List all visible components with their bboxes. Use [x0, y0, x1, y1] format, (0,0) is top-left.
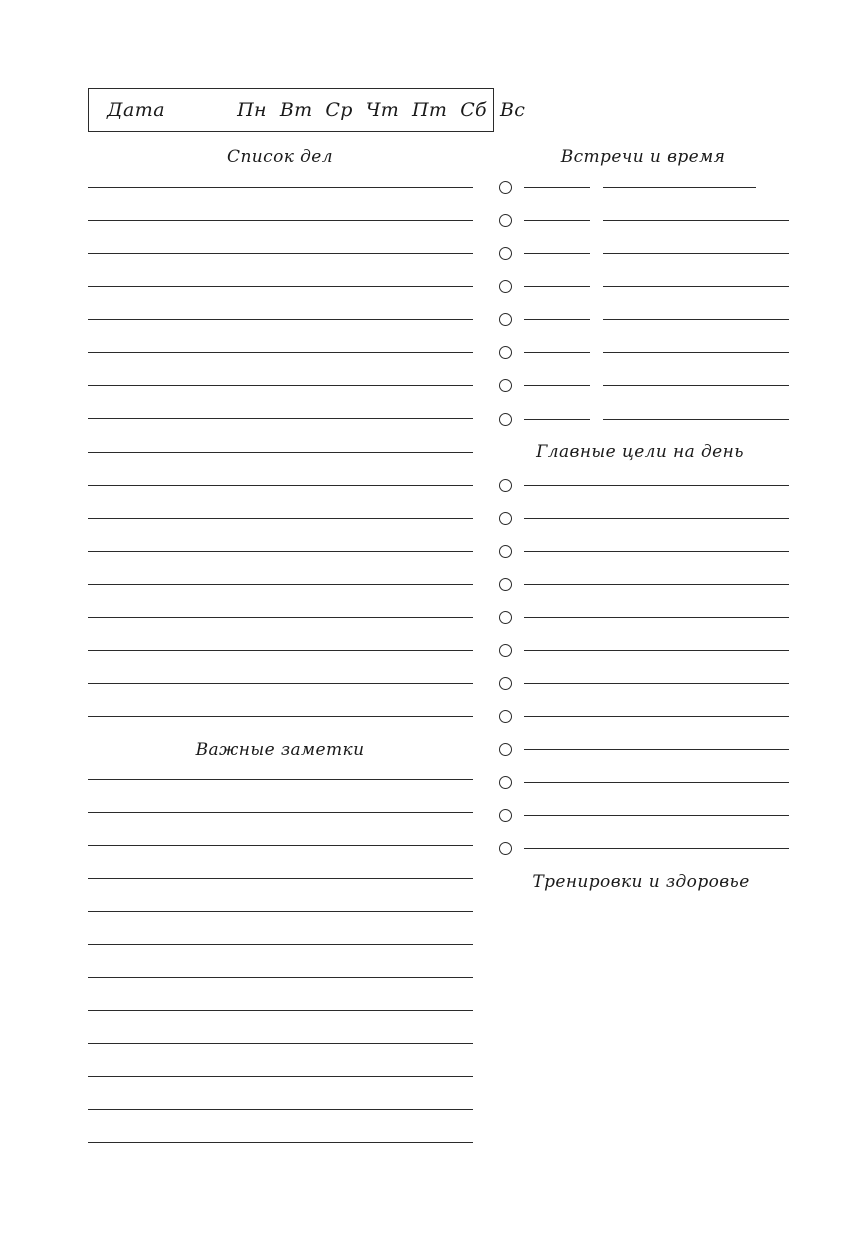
notes-line-9[interactable]: [88, 1043, 473, 1044]
meeting-text-line-5[interactable]: [603, 319, 789, 320]
goal-bullet-5[interactable]: [499, 611, 512, 624]
todo-line-13[interactable]: [88, 584, 473, 585]
todo-line-1[interactable]: [88, 187, 473, 188]
notes-line-11[interactable]: [88, 1109, 473, 1110]
notes-line-10[interactable]: [88, 1076, 473, 1077]
weekday-sat[interactable]: Сб: [460, 99, 487, 121]
meeting-text-line-8[interactable]: [603, 419, 789, 420]
goals-section-title: Главные цели на день: [536, 442, 744, 462]
goal-line-3[interactable]: [524, 551, 789, 552]
meeting-bullet-2[interactable]: [499, 214, 512, 227]
todo-line-8[interactable]: [88, 418, 473, 419]
meeting-time-line-8[interactable]: [524, 419, 590, 420]
meeting-time-line-6[interactable]: [524, 352, 590, 353]
todo-section-title: Список дел: [227, 147, 333, 167]
meeting-text-line-1[interactable]: [603, 187, 756, 188]
goal-bullet-7[interactable]: [499, 677, 512, 690]
meeting-bullet-7[interactable]: [499, 379, 512, 392]
notes-section-title: Важные заметки: [195, 740, 365, 760]
meeting-text-line-7[interactable]: [603, 385, 789, 386]
notes-line-8[interactable]: [88, 1010, 473, 1011]
todo-line-12[interactable]: [88, 551, 473, 552]
meeting-bullet-6[interactable]: [499, 346, 512, 359]
goal-line-8[interactable]: [524, 716, 789, 717]
date-header-box[interactable]: [88, 88, 526, 132]
notes-line-4[interactable]: [88, 878, 473, 879]
goal-line-12[interactable]: [524, 848, 789, 849]
goal-bullet-3[interactable]: [499, 545, 512, 558]
meeting-text-line-4[interactable]: [603, 286, 789, 287]
weekday-row: [237, 99, 525, 121]
todo-line-7[interactable]: [88, 385, 473, 386]
goal-line-4[interactable]: [524, 584, 789, 585]
notes-line-3[interactable]: [88, 845, 473, 846]
meeting-time-line-4[interactable]: [524, 286, 590, 287]
notes-line-6[interactable]: [88, 944, 473, 945]
todo-line-16[interactable]: [88, 683, 473, 684]
todo-line-9[interactable]: [88, 452, 473, 453]
weekday-mon[interactable]: Пн: [237, 99, 267, 121]
notes-line-1[interactable]: [88, 779, 473, 780]
meeting-text-line-3[interactable]: [603, 253, 789, 254]
todo-line-4[interactable]: [88, 286, 473, 287]
goal-bullet-11[interactable]: [499, 809, 512, 822]
weekday-thu[interactable]: Чт: [365, 99, 400, 121]
goal-line-5[interactable]: [524, 617, 789, 618]
meeting-bullet-3[interactable]: [499, 247, 512, 260]
todo-line-3[interactable]: [88, 253, 473, 254]
goal-bullet-9[interactable]: [499, 743, 512, 756]
date-label: Дата: [107, 99, 166, 121]
goal-line-9[interactable]: [524, 749, 789, 750]
weekday-fri[interactable]: Пт: [412, 99, 448, 121]
notes-line-2[interactable]: [88, 812, 473, 813]
meeting-time-line-5[interactable]: [524, 319, 590, 320]
goal-bullet-2[interactable]: [499, 512, 512, 525]
todo-line-14[interactable]: [88, 617, 473, 618]
todo-line-2[interactable]: [88, 220, 473, 221]
todo-line-10[interactable]: [88, 485, 473, 486]
meeting-bullet-5[interactable]: [499, 313, 512, 326]
goal-bullet-4[interactable]: [499, 578, 512, 591]
goal-line-11[interactable]: [524, 815, 789, 816]
health-section-title: Тренировки и здоровье: [532, 872, 750, 892]
todo-line-6[interactable]: [88, 352, 473, 353]
weekday-wed[interactable]: Ср: [325, 99, 353, 121]
todo-line-11[interactable]: [88, 518, 473, 519]
meeting-bullet-1[interactable]: [499, 181, 512, 194]
goal-bullet-10[interactable]: [499, 776, 512, 789]
health-writing-area[interactable]: [499, 900, 789, 1150]
meeting-text-line-2[interactable]: [603, 220, 789, 221]
meeting-time-line-1[interactable]: [524, 187, 590, 188]
goal-line-10[interactable]: [524, 782, 789, 783]
goal-line-1[interactable]: [524, 485, 789, 486]
goal-bullet-8[interactable]: [499, 710, 512, 723]
weekday-sun[interactable]: Вс: [499, 99, 526, 121]
meeting-time-line-3[interactable]: [524, 253, 590, 254]
meeting-text-line-6[interactable]: [603, 352, 789, 353]
notes-line-12[interactable]: [88, 1142, 473, 1143]
todo-line-17[interactable]: [88, 716, 473, 717]
notes-line-7[interactable]: [88, 977, 473, 978]
meeting-bullet-8[interactable]: [499, 413, 512, 426]
goal-bullet-12[interactable]: [499, 842, 512, 855]
meetings-section-title: Встречи и время: [560, 147, 726, 167]
goal-line-7[interactable]: [524, 683, 789, 684]
goal-line-6[interactable]: [524, 650, 789, 651]
goal-bullet-1[interactable]: [499, 479, 512, 492]
meeting-time-line-7[interactable]: [524, 385, 590, 386]
meeting-bullet-4[interactable]: [499, 280, 512, 293]
weekday-tue[interactable]: Вт: [279, 99, 313, 121]
todo-line-5[interactable]: [88, 319, 473, 320]
todo-line-15[interactable]: [88, 650, 473, 651]
goal-line-2[interactable]: [524, 518, 789, 519]
meeting-time-line-2[interactable]: [524, 220, 590, 221]
goal-bullet-6[interactable]: [499, 644, 512, 657]
notes-line-5[interactable]: [88, 911, 473, 912]
